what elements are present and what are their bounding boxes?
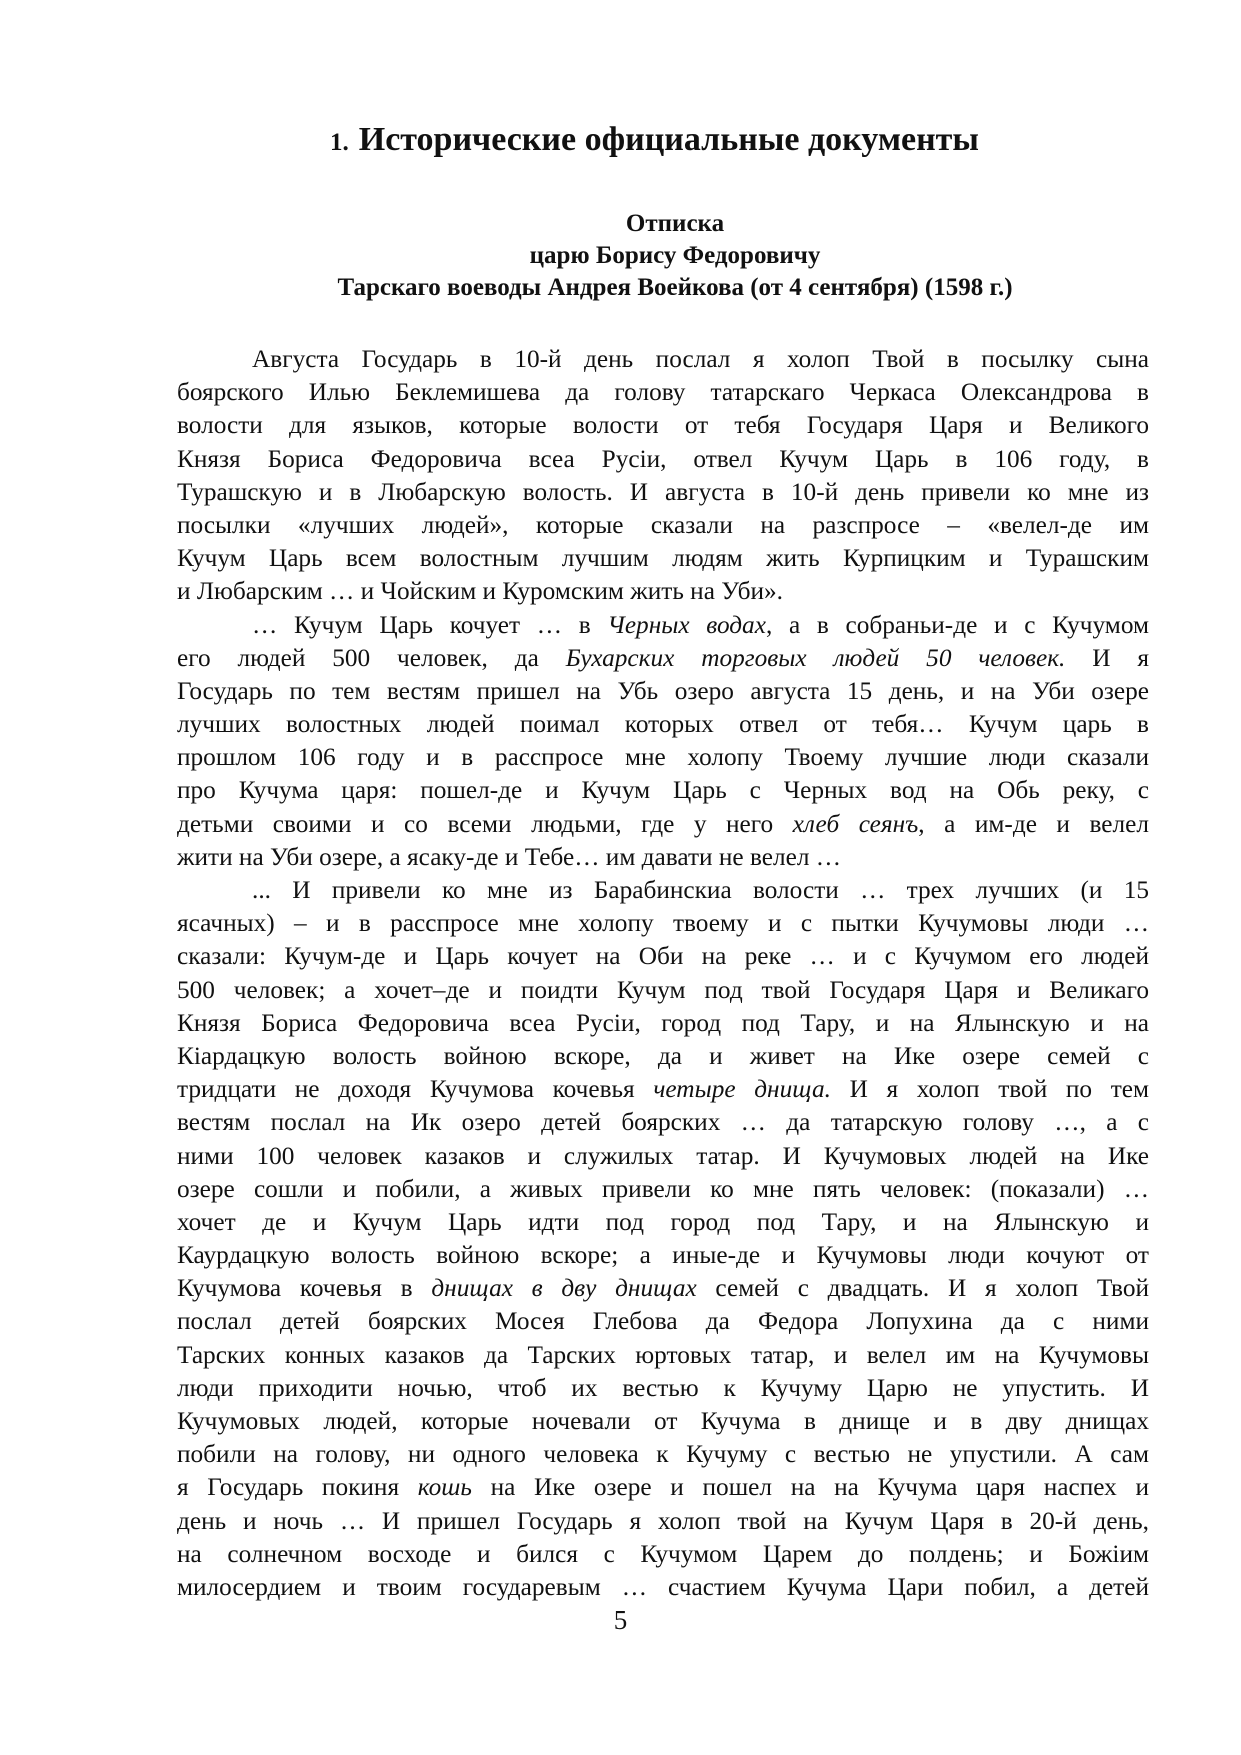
document-title-line-2: царю Борису Федоровичу: [529, 242, 821, 269]
text-segment: послал детей боярских Мосея Глебова да Федора Лопухина да с ними: [177, 1307, 1149, 1336]
text-line: [177, 575, 1149, 608]
text-line: [177, 376, 1149, 409]
text-line: [177, 409, 1149, 442]
text-segment: на солнечном восходе и бился с Кучумом Царем до полдень; и Божiим: [177, 1539, 1149, 1568]
text-line: [177, 940, 1149, 973]
text-segment: боярского Илью Беклемишева да голову татарскаго Черкаса Олександрова в: [177, 378, 1149, 407]
text-segment: , а им-де и велел: [918, 809, 1149, 838]
text-segment: Кучумова кочевья в: [177, 1274, 432, 1303]
italic-text: Бухарских торговых людей 50 человек.: [565, 643, 1066, 672]
page-number: 5: [613, 1605, 628, 1635]
text-line: [177, 1106, 1149, 1139]
text-line: [177, 1206, 1149, 1239]
text-line: [177, 1339, 1149, 1372]
text-line: [177, 1571, 1149, 1604]
text-line: [177, 741, 1149, 774]
text-line: [177, 1140, 1149, 1173]
text-line: [177, 443, 1149, 476]
italic-text: кошь: [417, 1473, 472, 1502]
text-segment: сказали: Кучум-де и Царь кочует на Оби на реке … и с Кучумом его людей: [177, 942, 1149, 971]
document-title-line-1: Отписка: [625, 210, 725, 237]
text-segment: 500 человек; а хочет–де и поидти Кучум под твой Государя Царя и Великаго: [177, 975, 1149, 1004]
text-line: [177, 542, 1149, 575]
text-line: [177, 774, 1149, 807]
text-line: [177, 1040, 1149, 1073]
italic-text: Черных водах: [607, 610, 766, 639]
text-segment: Каурдацкую волость войною вскоре; а иные-де и Кучумовы люди кочуют от: [177, 1241, 1149, 1270]
text-line: [177, 1272, 1149, 1305]
text-segment: Кучум Царь всем волостным лучшим людям жить Курпицким и Турашским: [177, 544, 1149, 573]
document-title-line-3: Тарскаго воеводы Андрея Воейкова (от 4 сентября) (1598 г.): [337, 274, 1013, 301]
text-line: [177, 1372, 1149, 1405]
italic-text: хлеб сеянъ: [792, 809, 919, 838]
text-line: [177, 1438, 1149, 1471]
text-segment: люди приходити ночью, чтоб их вестью к Кучуму Царю не упустить. И: [177, 1373, 1149, 1402]
text-line: [177, 1305, 1149, 1338]
text-segment: Турашскую и в Любарскую волость. И августа в 10-й день привели ко мне из: [177, 477, 1149, 506]
text-segment: Кучумовых людей, которые ночевали от Кучума в днище и в дву днищах: [177, 1407, 1149, 1435]
text-segment: Государь по тем вестям пришел на Убь озеро августа 15 день, и на Уби озере: [177, 676, 1149, 705]
section-number: 1.: [330, 129, 349, 156]
text-segment: семей с двадцать. И я холоп Твой: [696, 1274, 1150, 1303]
document-body: [177, 343, 1149, 1604]
text-segment: побили на голову, ни одного человека к Кучуму с вестью не упустили. А сам: [177, 1440, 1149, 1469]
text-segment: про Кучума царя: пошел-де и Кучум Царь с Черных вод на Обь реку, с: [177, 776, 1149, 805]
text-segment: его людей 500 человек, да: [177, 643, 566, 672]
text-segment: Князя Бориса Федоровича всеа Русiи, город под Тару, и на Ялынскую и на: [177, 1008, 1149, 1037]
text-segment: ... И привели ко мне из Барабинскиа волости … трех лучших (и 15: [252, 876, 1149, 904]
text-segment: Тарских конных казаков да Тарских юртовых татар, и велел им на Кучумовы: [177, 1340, 1149, 1369]
text-line: [177, 1538, 1149, 1571]
text-segment: , а в собраньи-де и с Кучумом: [765, 610, 1149, 639]
italic-text: четыре днища.: [653, 1075, 831, 1104]
text-segment: на Ике озере и пошел на на Кучума царя наспех и: [471, 1473, 1150, 1502]
text-segment: вестям послал на Ик озеро детей боярских … да татарскую голову …, а с: [177, 1108, 1149, 1137]
text-line: [177, 708, 1149, 741]
text-line: [177, 907, 1149, 940]
text-line: [177, 1239, 1149, 1272]
text-line: [177, 1007, 1149, 1040]
text-segment: посылки «лучших людей», которые сказали на разспросе – «велел-де им: [177, 510, 1149, 539]
text-line: [177, 1471, 1149, 1504]
section-heading: [330, 118, 1090, 165]
text-line: [177, 841, 1149, 874]
text-line: [177, 509, 1149, 542]
text-segment: озере сошли и побили, а живых привели ко мне пять человек: (показали) …: [177, 1174, 1149, 1203]
text-segment: волости для языков, которые волости от тебя Государя Царя и Великого: [177, 411, 1149, 440]
text-segment: и Любарским … и Чойским и Куромским жить на Уби».: [177, 577, 783, 606]
section-title: Исторические официальные документы: [358, 121, 979, 158]
document-title: [220, 208, 1130, 304]
text-line: [177, 343, 1149, 376]
text-line: [177, 609, 1149, 642]
text-segment: И я холоп твой по тем: [830, 1075, 1149, 1104]
text-segment: лучших волостных людей поимал которых отвел от тебя… Кучум царь в: [177, 710, 1149, 739]
text-segment: я Государь покиня: [177, 1473, 418, 1502]
text-line: [177, 1173, 1149, 1206]
text-line: [177, 808, 1149, 841]
text-segment: милосердием и твоим государевым … счастием Кучума Цари побил, а детей: [177, 1572, 1149, 1601]
italic-text: днищах в дву днищах: [431, 1274, 697, 1303]
text-line: [177, 1405, 1149, 1438]
text-segment: Кiардацкую волость войною вскоре, да и живет на Ике озере семей с: [177, 1041, 1149, 1070]
text-segment: хочет де и Кучум Царь идти под город под Тару, и на Ялынскую и: [177, 1207, 1149, 1236]
text-segment: … Кучум Царь кочует … в: [252, 610, 608, 639]
text-segment: ними 100 человек казаков и служилых татар. И Кучумовых людей на Ике: [177, 1141, 1149, 1170]
text-segment: Августа Государь в 10-й день послал я холоп Твой в посылку сына: [252, 345, 1149, 373]
text-segment: жити на Уби озере, а ясаку-де и Тебе… им давати не велел …: [177, 842, 842, 871]
text-line: [177, 1073, 1149, 1106]
text-segment: ясачных) – и в расспросе мне холопу твоему и с пытки Кучумовы люди …: [177, 909, 1149, 938]
text-line: [177, 1505, 1149, 1538]
text-segment: детьми своими и со всеми людьми, где у него: [177, 809, 793, 838]
text-line: [177, 476, 1149, 509]
text-segment: И я: [1065, 643, 1149, 672]
text-line: [177, 675, 1149, 708]
text-segment: день и ночь … И пришел Государь я холоп твой на Кучум Царя в 20-й день,: [177, 1506, 1149, 1535]
text-line: [177, 642, 1149, 675]
text-line: [177, 974, 1149, 1007]
text-segment: тридцати не доходя Кучумова кочевья: [177, 1075, 654, 1104]
text-segment: Князя Бориса Федоровича всеа Русiи, отвел Кучум Царь в 106 году, в: [177, 444, 1149, 473]
text-line: [177, 874, 1149, 907]
text-segment: прошлом 106 году и в расспросе мне холопу Твоему лучшие люди сказали: [177, 743, 1149, 772]
